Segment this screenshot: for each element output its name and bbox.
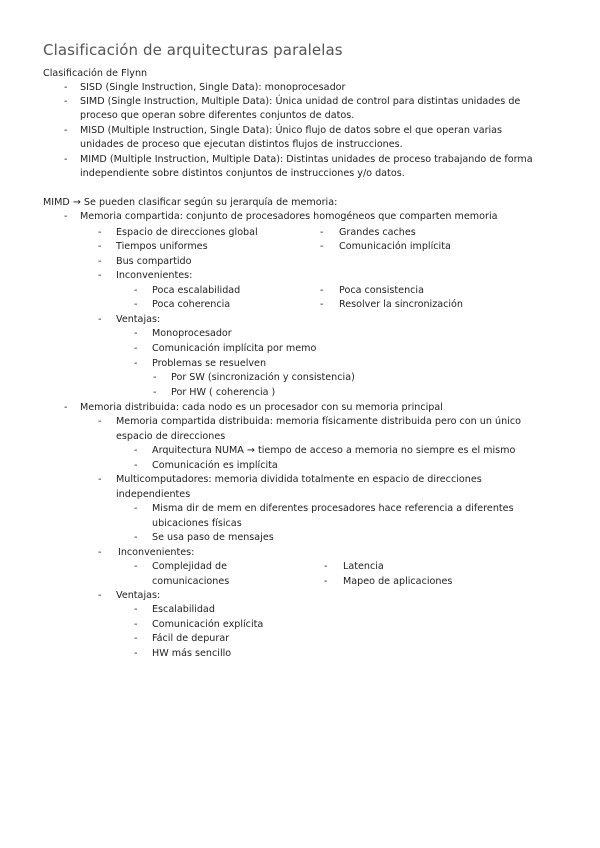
dash-bullet: - xyxy=(64,82,68,93)
multicomputers-line2: independientes xyxy=(116,489,191,500)
dsm-line2: espacio de direcciones xyxy=(116,431,226,442)
dash-bullet: - xyxy=(134,604,138,615)
mimd-intro: MIMD → Se pueden clasificar según su jerarquía de memoria: xyxy=(43,197,338,208)
shared-adv-monoprocessor: Monoprocesador xyxy=(152,328,232,339)
dash-bullet: - xyxy=(134,532,138,543)
same-address-line2: ubicaciones físicas xyxy=(152,518,242,529)
dash-bullet: - xyxy=(98,241,102,252)
distributed-adv-simpler-hw: HW más sencillo xyxy=(152,648,232,659)
shared-inconv-sync: Resolver la sincronización xyxy=(339,299,464,310)
dash-bullet: - xyxy=(324,561,328,572)
flynn-misd-line1: MISD (Multiple Instruction, Single Data): Único flujo de datos sobre el que operan varias xyxy=(80,125,503,136)
shared-memory-title: Memoria compartida: conjunto de procesadores homogéneos que comparten memoria xyxy=(80,211,498,222)
dash-bullet: - xyxy=(320,285,324,296)
dash-bullet: - xyxy=(134,328,138,339)
dash-bullet: - xyxy=(134,619,138,630)
flynn-mimd-line2: independiente sobre distintos conjuntos de instrucciones y/o datos. xyxy=(80,168,405,179)
distributed-inconv-latency: Latencia xyxy=(343,561,384,572)
dash-bullet: - xyxy=(98,256,102,267)
shared-global-address: Espacio de direcciones global xyxy=(116,227,258,238)
distributed-inconv-heading: Inconvenientes: xyxy=(118,547,195,558)
flynn-simd-line1: SIMD (Single Instruction, Multiple Data): Única unidad de control para distintas unidades de xyxy=(80,96,521,107)
dash-bullet: - xyxy=(134,503,138,514)
dash-bullet: - xyxy=(134,561,138,572)
dash-bullet: - xyxy=(153,387,157,398)
dash-bullet: - xyxy=(98,270,102,281)
dash-bullet: - xyxy=(134,299,138,310)
dash-bullet: - xyxy=(134,285,138,296)
multicomputers-line1: Multicomputadores: memoria dividida totalmente en espacio de direcciones xyxy=(116,474,482,485)
dash-bullet: - xyxy=(320,241,324,252)
dash-bullet: - xyxy=(98,474,102,485)
flynn-simd-line2: proceso que operan sobre diferentes conjuntos de datos. xyxy=(80,110,355,121)
distributed-adv-explicit-comm: Comunicación explícita xyxy=(152,619,264,630)
shared-implicit-comm: Comunicación implícita xyxy=(339,241,451,252)
distributed-advantages-heading: Ventajas: xyxy=(116,590,161,601)
flynn-mimd-line1: MIMD (Multiple Instruction, Multiple Data): Distintas unidades de proceso trabajando de forma xyxy=(80,154,533,165)
dash-bullet: - xyxy=(134,633,138,644)
shared-advantages-heading: Ventajas: xyxy=(116,314,161,325)
shared-adv-sw: Por SW (sincronización y consistencia) xyxy=(171,372,355,383)
page-title: Clasificación de arquitecturas paralelas xyxy=(43,41,343,59)
dash-bullet: - xyxy=(64,96,68,107)
dash-bullet: - xyxy=(98,416,102,427)
message-passing: Se usa paso de mensajes xyxy=(152,532,274,543)
shared-adv-problems: Problemas se resuelven xyxy=(152,358,267,369)
distributed-inconv-complexity-2: comunicaciones xyxy=(152,576,230,587)
dash-bullet: - xyxy=(134,648,138,659)
distributed-inconv-complexity-1: Complejidad de xyxy=(152,561,228,572)
dash-bullet: - xyxy=(320,299,324,310)
dash-bullet: - xyxy=(134,445,138,456)
shared-inconv-coherence: Poca coherencia xyxy=(152,299,231,310)
flynn-misd-line2: unidades de proceso que ejecutan distintos flujos de instrucciones. xyxy=(80,139,403,150)
flynn-sisd: SISD (Single Instruction, Single Data): monoprocesador xyxy=(80,82,346,93)
shared-big-caches: Grandes caches xyxy=(339,227,416,238)
flynn-heading: Clasificación de Flynn xyxy=(43,68,148,79)
dsm-numa: Arquitectura NUMA → tiempo de acceso a memoria no siempre es el mismo xyxy=(152,445,516,456)
dash-bullet: - xyxy=(153,372,157,383)
dash-bullet: - xyxy=(98,590,102,601)
dash-bullet: - xyxy=(98,314,102,325)
dash-bullet: - xyxy=(98,227,102,238)
dash-bullet: - xyxy=(134,343,138,354)
dash-bullet: - xyxy=(134,460,138,471)
shared-adv-implicit-comm: Comunicación implícita por memo xyxy=(152,343,317,354)
dash-bullet: - xyxy=(64,211,68,222)
dash-bullet: - xyxy=(320,227,324,238)
distributed-memory-title: Memoria distribuida: cada nodo es un procesador con su memoria principal xyxy=(80,402,443,413)
distributed-adv-debug: Fácil de depurar xyxy=(152,633,230,644)
distributed-adv-scalability: Escalabilidad xyxy=(152,604,215,615)
shared-bus: Bus compartido xyxy=(116,256,192,267)
dash-bullet: - xyxy=(324,576,328,587)
shared-inconv-consistency: Poca consistencia xyxy=(339,285,424,296)
shared-inconv-heading: Inconvenientes: xyxy=(116,270,193,281)
shared-adv-hw: Por HW ( coherencia ) xyxy=(171,387,276,398)
shared-inconv-scalability: Poca escalabilidad xyxy=(152,285,241,296)
dash-bullet: - xyxy=(134,358,138,369)
dash-bullet: - xyxy=(98,547,102,558)
dsm-implicit: Comunicación es implícita xyxy=(152,460,278,471)
dash-bullet: - xyxy=(64,154,68,165)
dash-bullet: - xyxy=(64,125,68,136)
distributed-inconv-mapping: Mapeo de aplicaciones xyxy=(343,576,453,587)
shared-uniform-times: Tiempos uniformes xyxy=(116,241,208,252)
dsm-line1: Memoria compartida distribuida: memoria físicamente distribuida pero con un único xyxy=(116,416,521,427)
dash-bullet: - xyxy=(64,402,68,413)
same-address-line1: Misma dir de mem en diferentes procesadores hace referencia a diferentes xyxy=(152,503,514,514)
